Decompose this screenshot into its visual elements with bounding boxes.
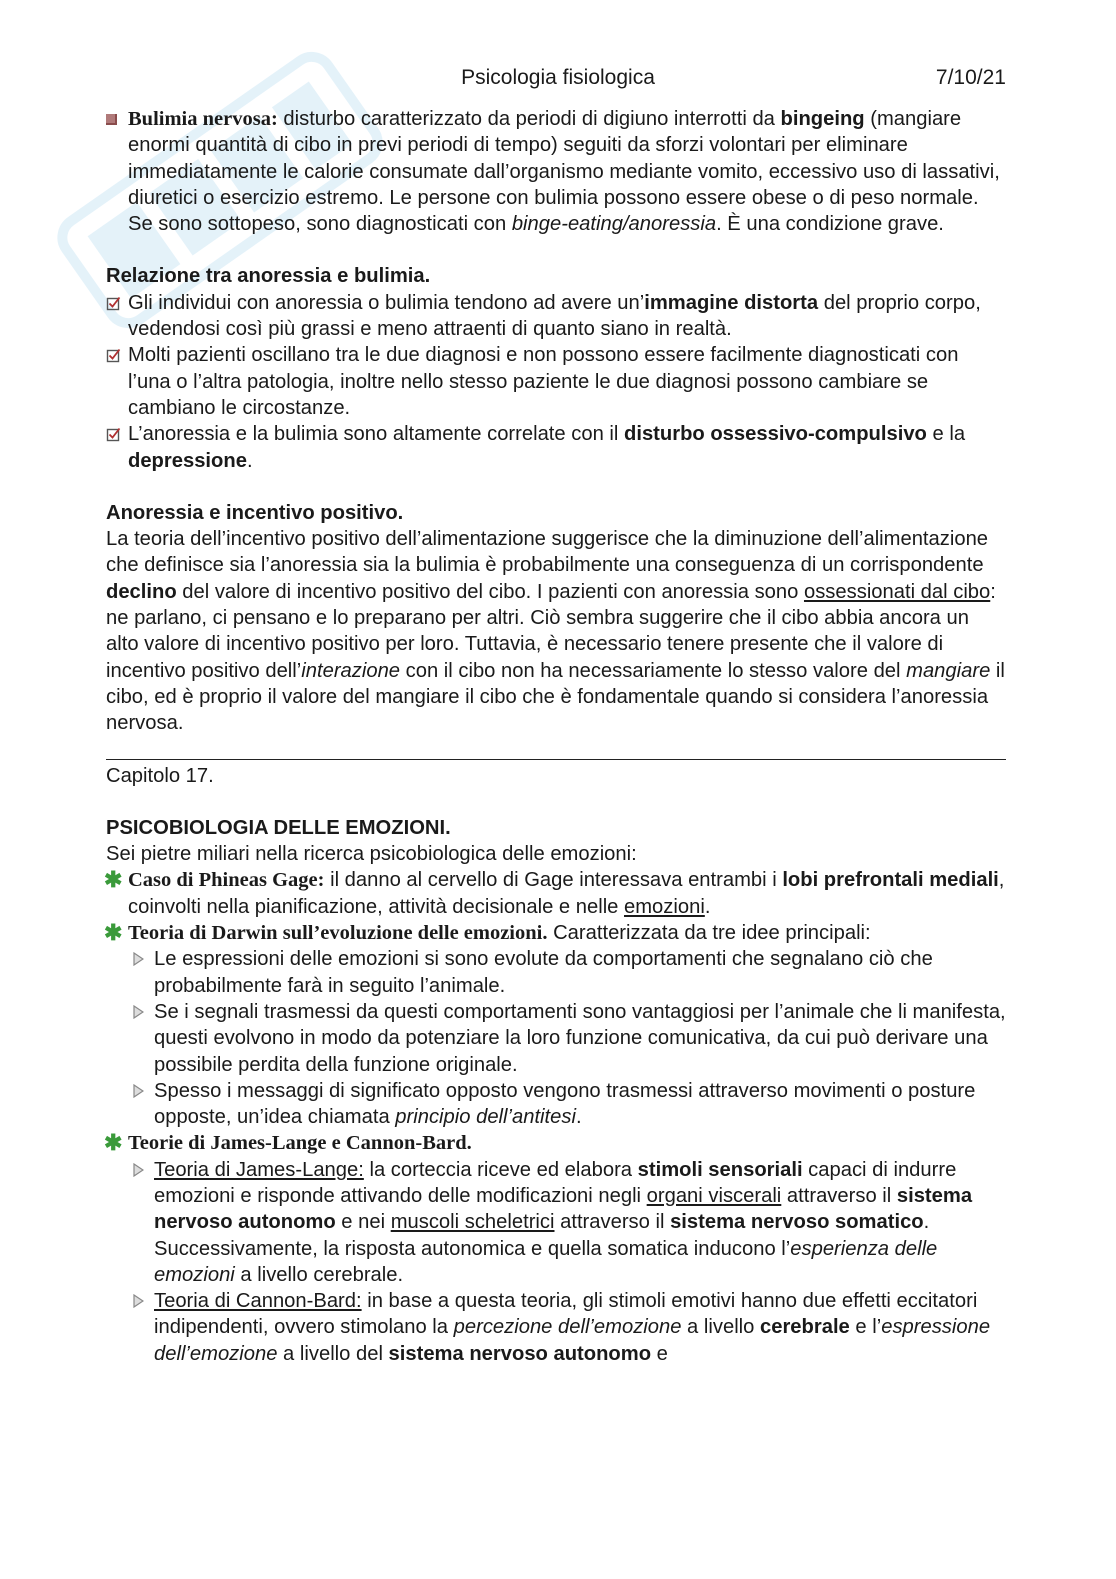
- triangle-bullet-icon: [132, 952, 144, 966]
- incentive-paragraph: La teoria dell’incentivo positivo dell’alimentazione suggerisce che la diminuzione dell’alimentazione che definisce sia l’anoressia sia la bulimia è probabilmente una conseguenza di un corrispondente declino del valore di incentivo positivo del cibo. I pazienti con anoressia sono ossessionati dal cibo: ne parlano, ci pensano e lo preparano per altri. Ciò sembra suggerire che il cibo abbia ancora un alto valore di incentivo positivo per loro. Tuttavia, è necessario tenere presente che il valore di incentivo positivo dell’interazione con il cibo non ha necessariamente lo stesso valore del mangiare il cibo, ed è proprio il valore del mangiare il cibo che è fondamentale quando si considera l’anoressia nervosa.: [106, 528, 1005, 735]
- milestone-item: ✱ Caso di Phineas Gage: il danno al cervello di Gage interessava entrambi i lobi prefrontali mediali, coinvolti nella pianificazione, attività decisionale e nelle emozioni.: [104, 867, 1005, 918]
- triangle-bullet-icon: [132, 1005, 144, 1019]
- checkbox-icon: [106, 348, 121, 363]
- triangle-bullet-icon: [132, 1294, 144, 1308]
- sub-item: Se i segnali trasmessi da questi comportamenti sono vantaggiosi per l’animale che li manifesta, questi evolvono in modo da potenziare la loro funzione comunicativa, da cui può derivare una possibile perdita della funzione originale.: [106, 999, 1006, 1078]
- document-body: [106, 106, 1006, 1367]
- checkbox-icon: [106, 296, 121, 311]
- sub-item: Teoria di Cannon-Bard: in base a questa teoria, gli stimoli emotivi hanno due effetti eccitatori indipendenti, ovvero stimolano la percezione dell’emozione a livello cerebrale e l’espressione dell’emozione a livello del sistema nervoso autonomo e: [106, 1288, 1006, 1367]
- milestone-item: ✱ Teorie di James-Lange e Cannon-Bard.: [104, 1130, 472, 1156]
- triangle-bullet-icon: [132, 1084, 144, 1098]
- sub-item: Teoria di James-Lange: la corteccia riceve ed elabora stimoli sensoriali capaci di indurre emozioni e risponde attivando delle modificazioni negli organi viscerali attraverso il sistema nervoso autonomo e nei muscoli scheletrici attraverso il sistema nervoso somatico. Successivamente, la risposta autonomica e quella somatica inducono l’esperienza delle emozioni a livello cerebrale.: [106, 1157, 1006, 1288]
- emotions-heading: PSICOBIOLOGIA DELLE EMOZIONI.: [106, 816, 451, 839]
- chapter-label: Capitolo 17.: [106, 764, 214, 787]
- relation-item: L’anoressia e la bulimia sono altamente correlate con il disturbo ossessivo-compulsivo e la depressione.: [106, 421, 1006, 474]
- checkbox-icon: [106, 427, 121, 442]
- header-title: Psicologia fisiologica: [461, 66, 655, 89]
- relation-item: Molti pazienti oscillano tra le due diagnosi e non possono essere facilmente diagnosticati con l’una o l’altra patologia, inoltre nello stesso paziente le due diagnosi possono cambiare se cambiano le circostanze.: [106, 342, 1006, 421]
- star-bullet-icon: ✱: [104, 920, 123, 946]
- header-date: 7/10/21: [935, 66, 1006, 89]
- star-bullet-icon: ✱: [104, 1130, 123, 1156]
- emotions-intro: Sei pietre miliari nella ricerca psicobiologica delle emozioni:: [106, 843, 637, 866]
- triangle-bullet-icon: [132, 1163, 144, 1177]
- sub-item: Le espressioni delle emozioni si sono evolute da comportamenti che segnalano ciò che probabilmente farà in seguito l’animale.: [106, 946, 1006, 999]
- relation-heading: Relazione tra anoressia e bulimia.: [106, 265, 431, 288]
- sub-item: Spesso i messaggi di significato opposto vengono trasmessi attraverso movimenti o posture opposte, un’idea chiamata principio dell’antitesi.: [106, 1078, 1006, 1131]
- bulimia-term: Bulimia nervosa:: [128, 108, 278, 130]
- bulimia-paragraph: Bulimia nervosa: disturbo caratterizzato da periodi di digiuno interrotti da bingeing (mangiare enormi quantità di cibo in previ periodi di tempo) seguiti da sforzi volontari per eliminare immediatamente le calorie consumate dall’organismo mediante vomito, eccessivo uso di lassativi, diuretici o esercizio estremo. Le persone con bulimia possono essere obese o di peso normale. Se sono sottopeso, sono diagnosticati con binge-eating/anoressia. È una condizione grave.: [106, 106, 1006, 237]
- star-bullet-icon: ✱: [104, 867, 123, 893]
- square-bullet-icon: [106, 114, 117, 125]
- relation-item: Gli individui con anoressia o bulimia tendono ad avere un’immagine distorta del proprio corpo, vedendosi così più grassi e meno attraenti di quanto siano in realtà.: [106, 290, 1006, 343]
- page-header: [0, 66, 1116, 96]
- horizontal-separator: [106, 737, 1006, 763]
- incentive-heading: Anoressia e incentivo positivo.: [106, 501, 404, 524]
- milestone-item: ✱ Teoria di Darwin sull’evoluzione delle emozioni. Caratterizzata da tre idee principali:: [104, 920, 871, 946]
